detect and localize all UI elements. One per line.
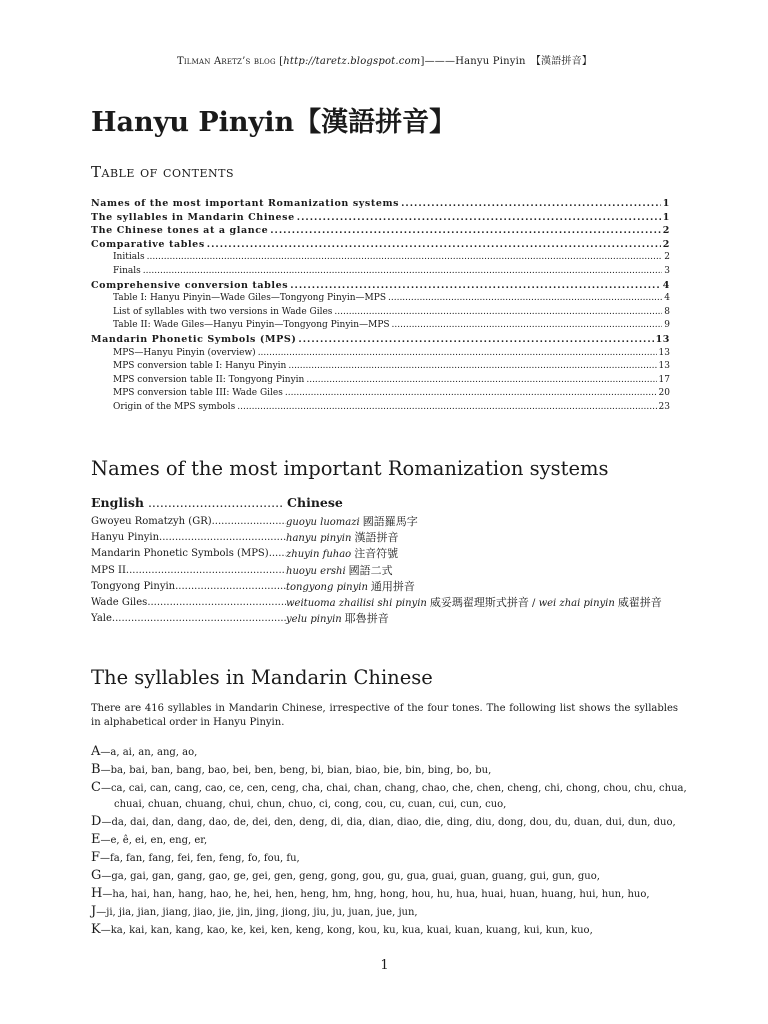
toc-leader-dots [207,238,661,252]
romanization-english: Wade Giles [91,596,148,608]
syllable-initial-letter: D [91,814,102,829]
document-title: Hanyu Pinyin【漢語拼音】 [91,107,457,138]
syllable-row [91,921,691,939]
romanization-english: MPS II [91,564,126,576]
toc-entry-page: 2 [662,225,670,237]
toc-leader-dots [388,292,662,306]
romanization-chinese-cell [286,530,398,546]
toc-entry-page: 17 [658,374,670,385]
toc-entry-page: 13 [658,347,670,358]
toc-entry[interactable] [91,333,670,347]
syllable-row [91,903,691,921]
romanization-pinyin-alt: wei zhai pinyin [538,597,615,609]
syllable-row [91,779,691,797]
header-url-link[interactable]: http://taretz.blogspot.com [283,56,421,67]
romanization-hanzi: 漢語拼音 [354,531,399,545]
syllable-list-text: —da, dai, dan, dang, dao, de, dei, den, deng, di, dia, dian, diao, die, ding, diu, dong, dou, du, duan, dui, dun, duo, [101,817,676,828]
romanization-hanzi: 注音符號 [354,547,399,561]
romanization-pinyin: huoyu ershi [286,565,346,577]
toc-entry-page: 13 [655,333,670,345]
toc-entry[interactable] [91,211,670,225]
toc-entry-title: Table II: Wade Giles—Hanyu Pinyin—Tongyong Pinyin—MPS [113,320,390,331]
syllable-list-text: —ka, kai, kan, kang, kao, ke, kei, ken, keng, kong, kou, ku, kua, kuai, kuan, kuang, kui, kun, kuo, [100,925,593,936]
toc-entry[interactable] [91,224,670,238]
syllable-initial-letter: G [91,868,102,883]
toc-entry-page: 1 [662,198,670,209]
toc-leader-dots [258,347,657,361]
toc-leader-dots [401,197,661,211]
syllable-initial-letter: H [91,886,103,901]
syllable-row [91,761,691,779]
syllable-row [91,743,691,761]
toc-entry-title: Names of the most important Romanization systems [91,198,400,209]
syllable-initial-letter: C [91,780,101,795]
section-heading-romanization: Names of the most important Romanization systems [91,457,609,480]
toc-leader-dots [143,265,662,279]
header-author: Tilman Aretz’s blog [176,56,276,67]
syllables-intro-paragraph: There are 416 syllables in Mandarin Chinese, irrespective of the four tones. The following list shows the syllables in alphabetical order in Hanyu Pinyin. [91,703,678,728]
romanization-pinyin: zhuyin fuhao [286,549,352,561]
syllable-list-text: —e, ê, ei, en, eng, er, [100,835,208,846]
toc-entry-title: MPS conversion table I: Hanyu Pinyin [113,361,287,372]
syllable-list-text: —ga, gai, gan, gang, gao, ge, gei, gen, geng, gong, gou, gu, gua, guai, guan, guang, gui, gun, guo, [101,871,600,882]
toc-leader-dots [237,401,656,415]
toc-entry[interactable] [91,292,670,306]
syllable-initial-letter: E [91,832,101,847]
toc-entry[interactable] [91,279,670,293]
syllable-list-text: —a, ai, an, ang, ao, [100,747,198,758]
romanization-leader-dots [159,530,286,546]
toc-entry-page: 2 [662,238,670,250]
toc-entry-title: List of syllables with two versions in Wade Giles [113,306,333,317]
toc-entry[interactable] [91,319,670,333]
romanization-hanzi-alt: 威翟拼音 [617,595,662,609]
romanization-chinese-cell [286,595,662,611]
toc-entry[interactable] [91,360,670,374]
column-header-leader: .................................. [143,495,288,510]
romanization-pinyin: yelu pinyin [286,614,342,626]
romanization-row [91,530,691,546]
romanization-hanzi: 國語羅馬字 [362,515,418,528]
romanization-english: Tongyong Pinyin [91,580,176,592]
romanization-pinyin: tongyong pinyin [286,581,368,593]
romanization-pinyin: hanyu pinyin [286,533,352,545]
toc-entry-title: Comparative tables [91,238,205,250]
romanization-leader-dots [126,563,286,579]
syllable-row [91,796,691,813]
romanization-hanzi: 威妥瑪翟理斯式拼音 [429,595,529,609]
romanization-english-cell [91,563,286,579]
romanization-english-cell [91,611,286,627]
header-url-close: ]——— [420,56,456,67]
romanization-pinyin: guoyu luomazi [286,517,360,528]
romanization-english-cell [91,546,286,562]
romanization-hanzi: 國語二式 [348,563,393,577]
toc-entry-title: Initials [113,252,145,263]
toc-entry[interactable] [91,374,670,388]
romanization-row [91,595,691,611]
romanization-english: Gwoyeu Romatzyh (GR) [91,516,212,527]
romanization-row [91,611,691,627]
column-header-english: English [91,495,144,510]
romanization-separator: / [528,597,539,609]
toc-entry[interactable] [91,401,670,415]
syllable-list-text: chuai, chuan, chuang, chui, chun, chuo, ci, cong, cou, cu, cuan, cui, cun, cuo, [114,799,507,810]
toc-entry-title: Origin of the MPS symbols [113,401,236,412]
table-of-contents [91,197,670,415]
toc-entry-page: 4 [662,279,670,291]
toc-entry-page: 1 [662,211,670,223]
toc-leader-dots [288,360,656,374]
romanization-hanzi: 通用拼音 [370,579,415,593]
syllable-row [91,813,691,831]
toc-entry-title: Finals [113,265,141,276]
toc-leader-dots [392,319,663,333]
toc-leader-dots [285,387,657,401]
toc-entry-page: 20 [658,388,670,399]
romanization-leader-dots [212,514,286,530]
toc-entry-title: MPS—Hanyu Pinyin (overview) [113,347,256,358]
syllable-list-text: —ji, jia, jian, jiang, jiao, jie, jin, jing, jiong, jiu, ju, juan, jue, jun, [96,907,418,918]
toc-entry-page: 2 [664,252,670,263]
romanization-column-headers [91,495,343,510]
romanization-english-cell [91,530,286,546]
romanization-hanzi: 耶魯拼音 [344,612,389,626]
syllable-list-text: —ca, cai, can, cang, cao, ce, cen, ceng, cha, chai, chan, chang, chao, che, chen, cheng, chi, chong, chou, chu, chua, [100,783,687,794]
toc-entry[interactable] [91,387,670,401]
romanization-leader-dots [112,611,286,627]
toc-heading: Table of contents [91,163,234,181]
romanization-chinese-cell [286,546,398,562]
romanization-english-cell [91,579,286,595]
syllable-row [91,885,691,903]
toc-entry[interactable] [91,238,670,252]
romanization-english: Yale [91,613,112,625]
syllable-list-text: —ha, hai, han, hang, hao, he, hei, hen, heng, hm, hng, hong, hou, hu, hua, huai, huan, huang, hui, hun, huo, [102,889,650,900]
toc-entry-title: The Chinese tones at a glance [91,225,269,237]
section-heading-syllables: The syllables in Mandarin Chinese [91,666,433,689]
toc-entry-page: 3 [664,265,670,276]
toc-entry-title: Table I: Hanyu Pinyin—Wade Giles—Tongyong Pinyin—MPS [113,293,386,304]
syllable-initial-letter: J [91,904,97,919]
romanization-english: Hanyu Pinyin [91,532,160,544]
toc-entry[interactable] [91,347,670,361]
toc-entry[interactable] [91,306,670,320]
syllable-row [91,867,691,885]
toc-entry-page: 4 [664,293,670,304]
toc-leader-dots [298,333,653,347]
romanization-row [91,579,691,595]
toc-entry-page: 8 [664,306,670,317]
toc-leader-dots [334,306,662,320]
romanization-chinese-cell [286,514,418,530]
toc-entry[interactable] [91,265,670,279]
toc-entry[interactable] [91,197,670,211]
romanization-leader-dots [269,546,286,562]
romanization-chinese-cell [286,611,389,627]
romanization-row [91,546,691,562]
syllable-initial-letter: A [91,744,101,759]
toc-entry-page: 23 [658,401,670,412]
syllable-row [91,849,691,867]
toc-leader-dots [270,224,661,238]
toc-entry[interactable] [91,251,670,265]
romanization-chinese-cell [286,563,393,579]
syllable-initial-letter: F [91,850,101,865]
romanization-english-cell [91,514,286,530]
toc-entry-title: Comprehensive conversion tables [91,279,289,291]
toc-entry-title: The syllables in Mandarin Chinese [91,211,295,223]
syllable-list-text: —ba, bai, ban, bang, bao, bei, ben, beng, bi, bian, biao, bie, bin, bing, bo, bu, [100,765,492,776]
syllable-row [91,831,691,849]
romanization-pinyin: weituoma zhailisi shi pinyin [286,597,427,609]
romanization-english: Mandarin Phonetic Symbols (MPS) [91,548,269,560]
romanization-row [91,563,691,579]
romanization-table [91,514,691,627]
romanization-english-cell [91,595,286,611]
romanization-leader-dots [175,579,286,595]
romanization-chinese-cell [286,579,415,595]
running-header [91,52,678,67]
syllable-initial-letter: K [91,922,101,937]
toc-leader-dots [306,374,656,388]
romanization-leader-dots [147,595,286,611]
header-topic: Hanyu Pinyin 【漢語拼音】 [455,56,593,67]
toc-entry-title: MPS conversion table III: Wade Giles [113,388,283,399]
toc-entry-title: Mandarin Phonetic Symbols (MPS) [91,333,297,345]
romanization-row [91,514,691,530]
toc-entry-page: 13 [658,361,670,372]
syllable-initial-letter: B [91,762,101,777]
toc-leader-dots [147,251,663,265]
toc-entry-title: MPS conversion table II: Tongyong Pinyin [113,374,305,385]
syllable-list [91,743,691,939]
toc-leader-dots [290,279,661,293]
toc-leader-dots [297,211,661,225]
column-header-chinese: Chinese [287,495,343,510]
page-number: 1 [380,958,389,973]
syllable-list-text: —fa, fan, fang, fei, fen, feng, fo, fou, fu, [100,853,300,864]
header-url-open: [ [275,56,284,67]
toc-entry-page: 9 [664,320,670,331]
